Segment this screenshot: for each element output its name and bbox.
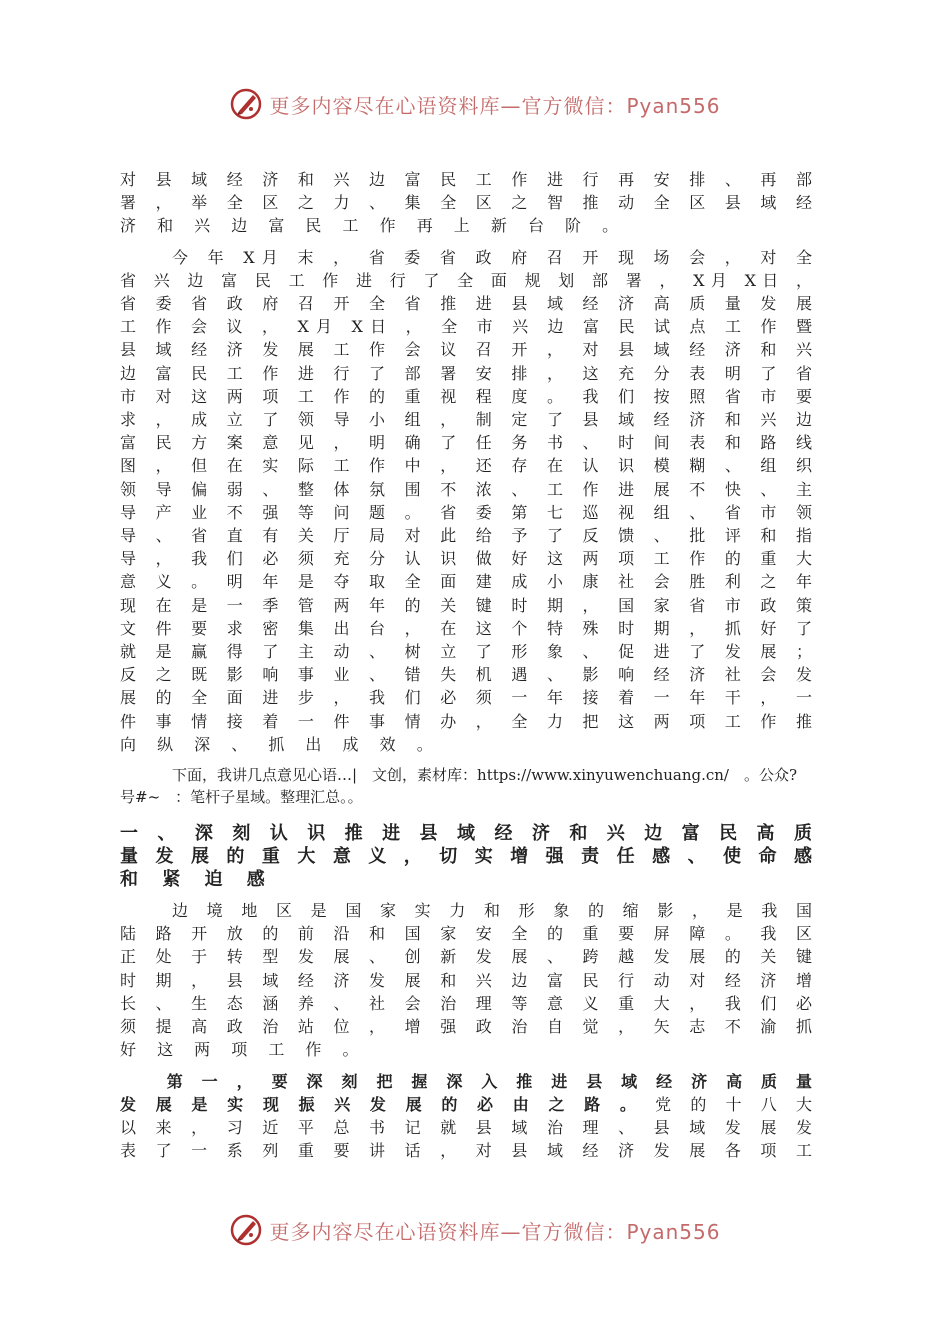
text-line: 领 导 偏 弱 、 整 体 氛 围 不 浓 、 工 作 进 展 不 快 、 主	[120, 479, 812, 499]
text-line: 图 ， 但 在 实 际 工 作 中 ， 还 存 在 认 识 模 糊 、 组 织	[120, 456, 812, 476]
heading-line: 量 发 展 的 重 大 意 义 ， 切 实 增 强 责 任 感 、 使 命 感	[120, 846, 812, 868]
text-line: 富 民 方 案 意 见 ， 明 确 了 任 务 书 、 时 间 表 和 路 线	[120, 433, 812, 453]
text-line: 意 义 。 明 年 是 夺 取 全 面 建 成 小 康 社 会 胜 利 之 年	[120, 572, 812, 592]
text-line: 向 纵 深 、 抓 出 成 效 。	[120, 734, 441, 754]
text-line: 表 了 一 系 列 重 要 讲 话 ， 对 县 域 经 济 发 展 各 项 工	[120, 1141, 812, 1161]
text-line: 省 委 省 政 府 召 开 全 省 推 进 县 域 经 济 高 质 量 发 展	[120, 294, 812, 314]
text-line: 边 境 地 区 是 国 家 实 力 和 形 象 的 缩 影 ， 是 我 国	[172, 901, 812, 921]
text-line: 文 件 要 求 密 集 出 台 ， 在 这 个 特 殊 时 期 ， 抓 好 了	[120, 618, 812, 638]
text-line: 反 之 既 影 响 事 业 、 错 失 机 遇 、 影 响 经 济 社 会 发	[120, 665, 812, 685]
text-line: 县 域 经 济 发 展 工 作 会 议 召 开 ， 对 县 域 经 济 和 兴	[120, 340, 812, 360]
header-banner	[0, 84, 950, 124]
text-line: 现 在 是 一 季 管 两 年 的 关 键 时 期 ， 国 家 省 市 政 策	[120, 595, 812, 615]
text-line	[120, 1070, 812, 1093]
text-line: 导 产 业 不 强 等 问 题 。 省 委 第 七 巡 视 组 、 省 市 领	[120, 502, 812, 522]
text-line: 长 、 生 态 涵 养 、 社 会 治 理 等 意 义 重 大 ， 我 们 必	[120, 993, 812, 1013]
text-line: 工 作 会 议 ， X月 X日 ， 全 市 兴 边 富 民 试 点 工 作 暨	[120, 317, 812, 337]
text-line: 好 这 两 项 工 作 。	[120, 1040, 367, 1060]
text-line: 省 兴 边 富 民 工 作 进 行 了 全 面 规 划 部 署 ， X月 X日 ，	[120, 270, 812, 290]
text-line: 时 期 ， 县 域 经 济 发 展 和 兴 边 富 民 行 动 对 经 济 增	[120, 970, 812, 990]
text-line: 对 县 域 经 济 和 兴 边 富 民 工 作 进 行 再 安 排 、 再 部	[120, 170, 812, 189]
text-line: 今 年 X月 末 ， 省 委 省 政 府 召 开 现 场 会 ， 对 全	[172, 247, 812, 267]
text-line: 导 ， 我 们 必 须 充 分 认 识 做 好 这 两 项 工 作 的 重 大	[120, 549, 812, 569]
paragraph-5	[120, 1070, 812, 1163]
paragraph-4	[120, 899, 812, 1061]
heading-line: 和 紧 迫 感	[120, 869, 274, 891]
footer-banner	[0, 1210, 950, 1250]
text-line: 署 ， 举 全 区 之 力 、 集 全 区 之 智 推 动 全 区 县 域 经	[120, 193, 812, 213]
heading-line: 一 、 深 刻 认 识 推 进 县 域 经 济 和 兴 边 富 民 高 质	[120, 823, 813, 845]
banner-text: 更多内容尽在心语资料库—官方微信：Pyan556	[269, 93, 721, 118]
text-line: 展 的 全 面 进 步 ， 我 们 必 须 一 年 接 着 一 年 干 ， 一	[120, 688, 812, 708]
text-line	[120, 1093, 812, 1116]
text-line: 须 提 高 政 治 站 位 ， 增 强 政 治 自 觉 ， 矢 志 不 渝 抓	[120, 1017, 812, 1037]
text-line: 导 、 省 直 有 关 厅 局 对 此 给 予 了 反 馈 、 批 评 和 指	[120, 526, 812, 546]
pen-circle-logo-icon	[229, 1213, 263, 1247]
text-line: 就 是 赢 得 了 主 动 、 树 立 了 形 象 、 促 进 了 发 展 ；	[120, 642, 812, 662]
text-line: 件 事 情 接 着 一 件 事 情 办 ， 全 力 把 这 两 项 工 作 推	[120, 711, 812, 731]
paragraph-1	[120, 168, 812, 238]
text-line: 市 对 这 两 项 工 作 的 重 视 程 度 。 我 们 按 照 省 市 要	[120, 386, 812, 406]
paragraph-3	[120, 764, 812, 808]
paragraph-2	[120, 246, 812, 756]
text-line: 边 富 民 工 作 进 行 了 部 署 安 排 ， 这 充 分 表 明 了 省	[120, 363, 812, 383]
text-line: 陆 路 开 放 的 前 沿 和 国 家 安 全 的 重 要 屏 障 。 我 区	[120, 924, 812, 944]
text-line: 正 处 于 转 型 发 展 、 创 新 发 展 、 跨 越 发 展 的 关 键	[120, 947, 812, 967]
text-line: 求 ， 成 立 了 领 导 小 组 ， 制 定 了 县 域 经 济 和 兴 边	[120, 410, 812, 430]
bold-text: 发 展 是 实 现 振 兴 发 展 的 必 由 之 路 。	[120, 1094, 643, 1114]
bold-text: 第 一 ， 要 深 刻 把 握 深 入 推 进 县 域 经 济 高 质 量	[160, 1071, 812, 1091]
section-heading	[120, 822, 812, 891]
text-line: 济 和 兴 边 富 民 工 作 再 上 新 台 阶 。	[120, 216, 627, 236]
pen-circle-logo-icon	[229, 87, 263, 121]
text-line: 下面，我讲几点意见心语…| 文创，素材库：https://www.xinyuwenchuang.cn/ 。公众?	[172, 766, 798, 785]
banner-text: 更多内容尽在心语资料库—官方微信：Pyan556	[269, 1219, 721, 1244]
text-line: 以 来 ， 习 近 平 总 书 记 就 县 域 治 理 、 县 域 发 展 发	[120, 1117, 812, 1137]
text: 党 的 十 八 大	[642, 1094, 812, 1114]
document-body	[120, 168, 812, 1170]
text-line: 号#~ ：笔杆子星域。整理汇总。。	[120, 788, 363, 807]
